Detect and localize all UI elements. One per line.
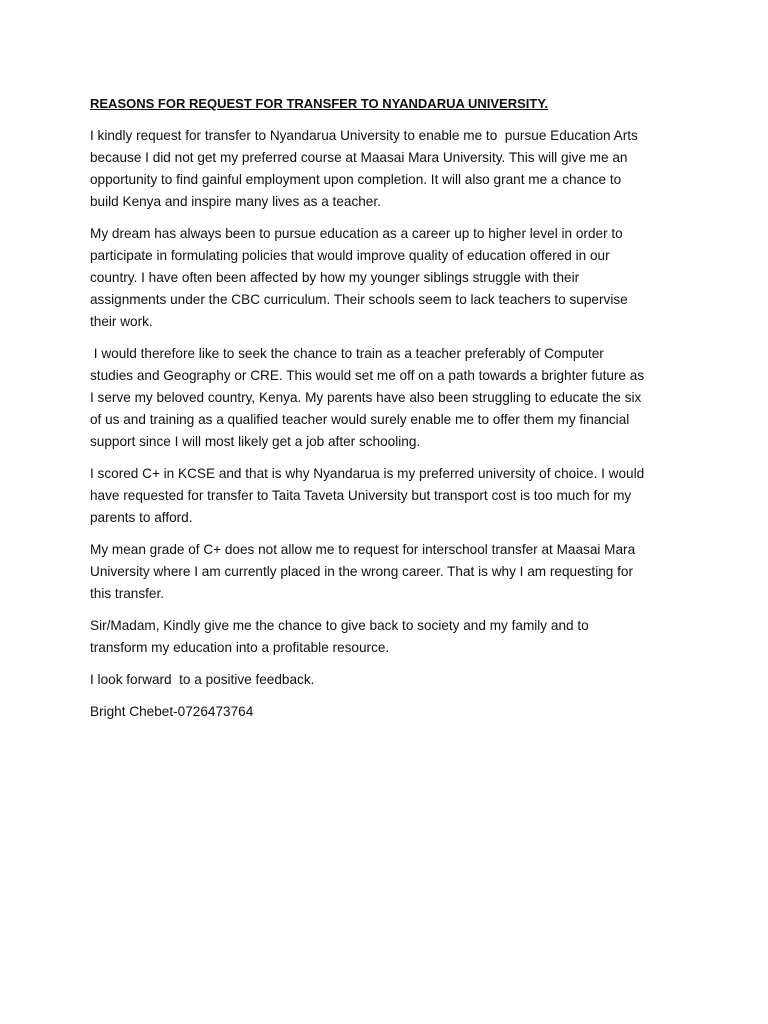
document-body [90,93,682,733]
text-line: My dream has always been to pursue education as a career up to higher level in order to [90,226,623,241]
paragraph-6 [90,615,682,659]
text-line: I kindly request for transfer to Nyandarua University to enable me to pursue Education Arts [90,128,638,143]
paragraph-3 [90,343,682,453]
text-line: My mean grade of C+ does not allow me to request for interschool transfer at Maasai Mara [90,542,636,557]
signature-line [90,701,682,723]
text-line: University where I am currently placed in the wrong career. That is why I am requesting for [90,564,633,579]
text-line: this transfer. [90,586,165,601]
text-line: of us and training as a qualified teacher would surely enable me to offer them my financial [90,412,630,427]
text-line: parents to afford. [90,510,193,525]
text-line: have requested for transfer to Taita Taveta University but transport cost is too much for my [90,488,632,503]
document-title: REASONS FOR REQUEST FOR TRANSFER TO NYANDARUA UNIVERSITY. [90,96,549,111]
text-line: studies and Geography or CRE. This would set me off on a path towards a brighter future as [90,368,645,383]
text-line: build Kenya and inspire many lives as a teacher. [90,194,381,209]
paragraph-5 [90,539,682,605]
text-line: I scored C+ in KCSE and that is why Nyandarua is my preferred university of choice. I would [90,466,645,481]
text-line: Sir/Madam, Kindly give me the chance to give back to society and my family and to [90,618,589,633]
paragraph-2 [90,223,682,333]
text-line: participate in formulating policies that would improve quality of education offered in our [90,248,610,263]
text-line: I would therefore like to seek the chance to train as a teacher preferably of Computer [90,346,604,361]
text-line: I look forward to a positive feedback. [90,672,315,687]
text-line: transform my education into a profitable resource. [90,640,390,655]
text-line: their work. [90,314,153,329]
text-line: I serve my beloved country, Kenya. My parents have also been struggling to educate the six [90,390,642,405]
paragraph-4 [90,463,682,529]
text-line: opportunity to find gainful employment upon completion. It will also grant me a chance to [90,172,622,187]
text-line: because I did not get my preferred course at Maasai Mara University. This will give me an [90,150,628,165]
text-line: assignments under the CBC curriculum. Their schools seem to lack teachers to supervise [90,292,628,307]
paragraph-1 [90,125,682,213]
text-line: support since I will most likely get a job after schooling. [90,434,421,449]
text-line: country. I have often been affected by how my younger siblings struggle with their [90,270,580,285]
paragraph-closing [90,669,682,691]
text-line: Bright Chebet-0726473764 [90,704,254,719]
